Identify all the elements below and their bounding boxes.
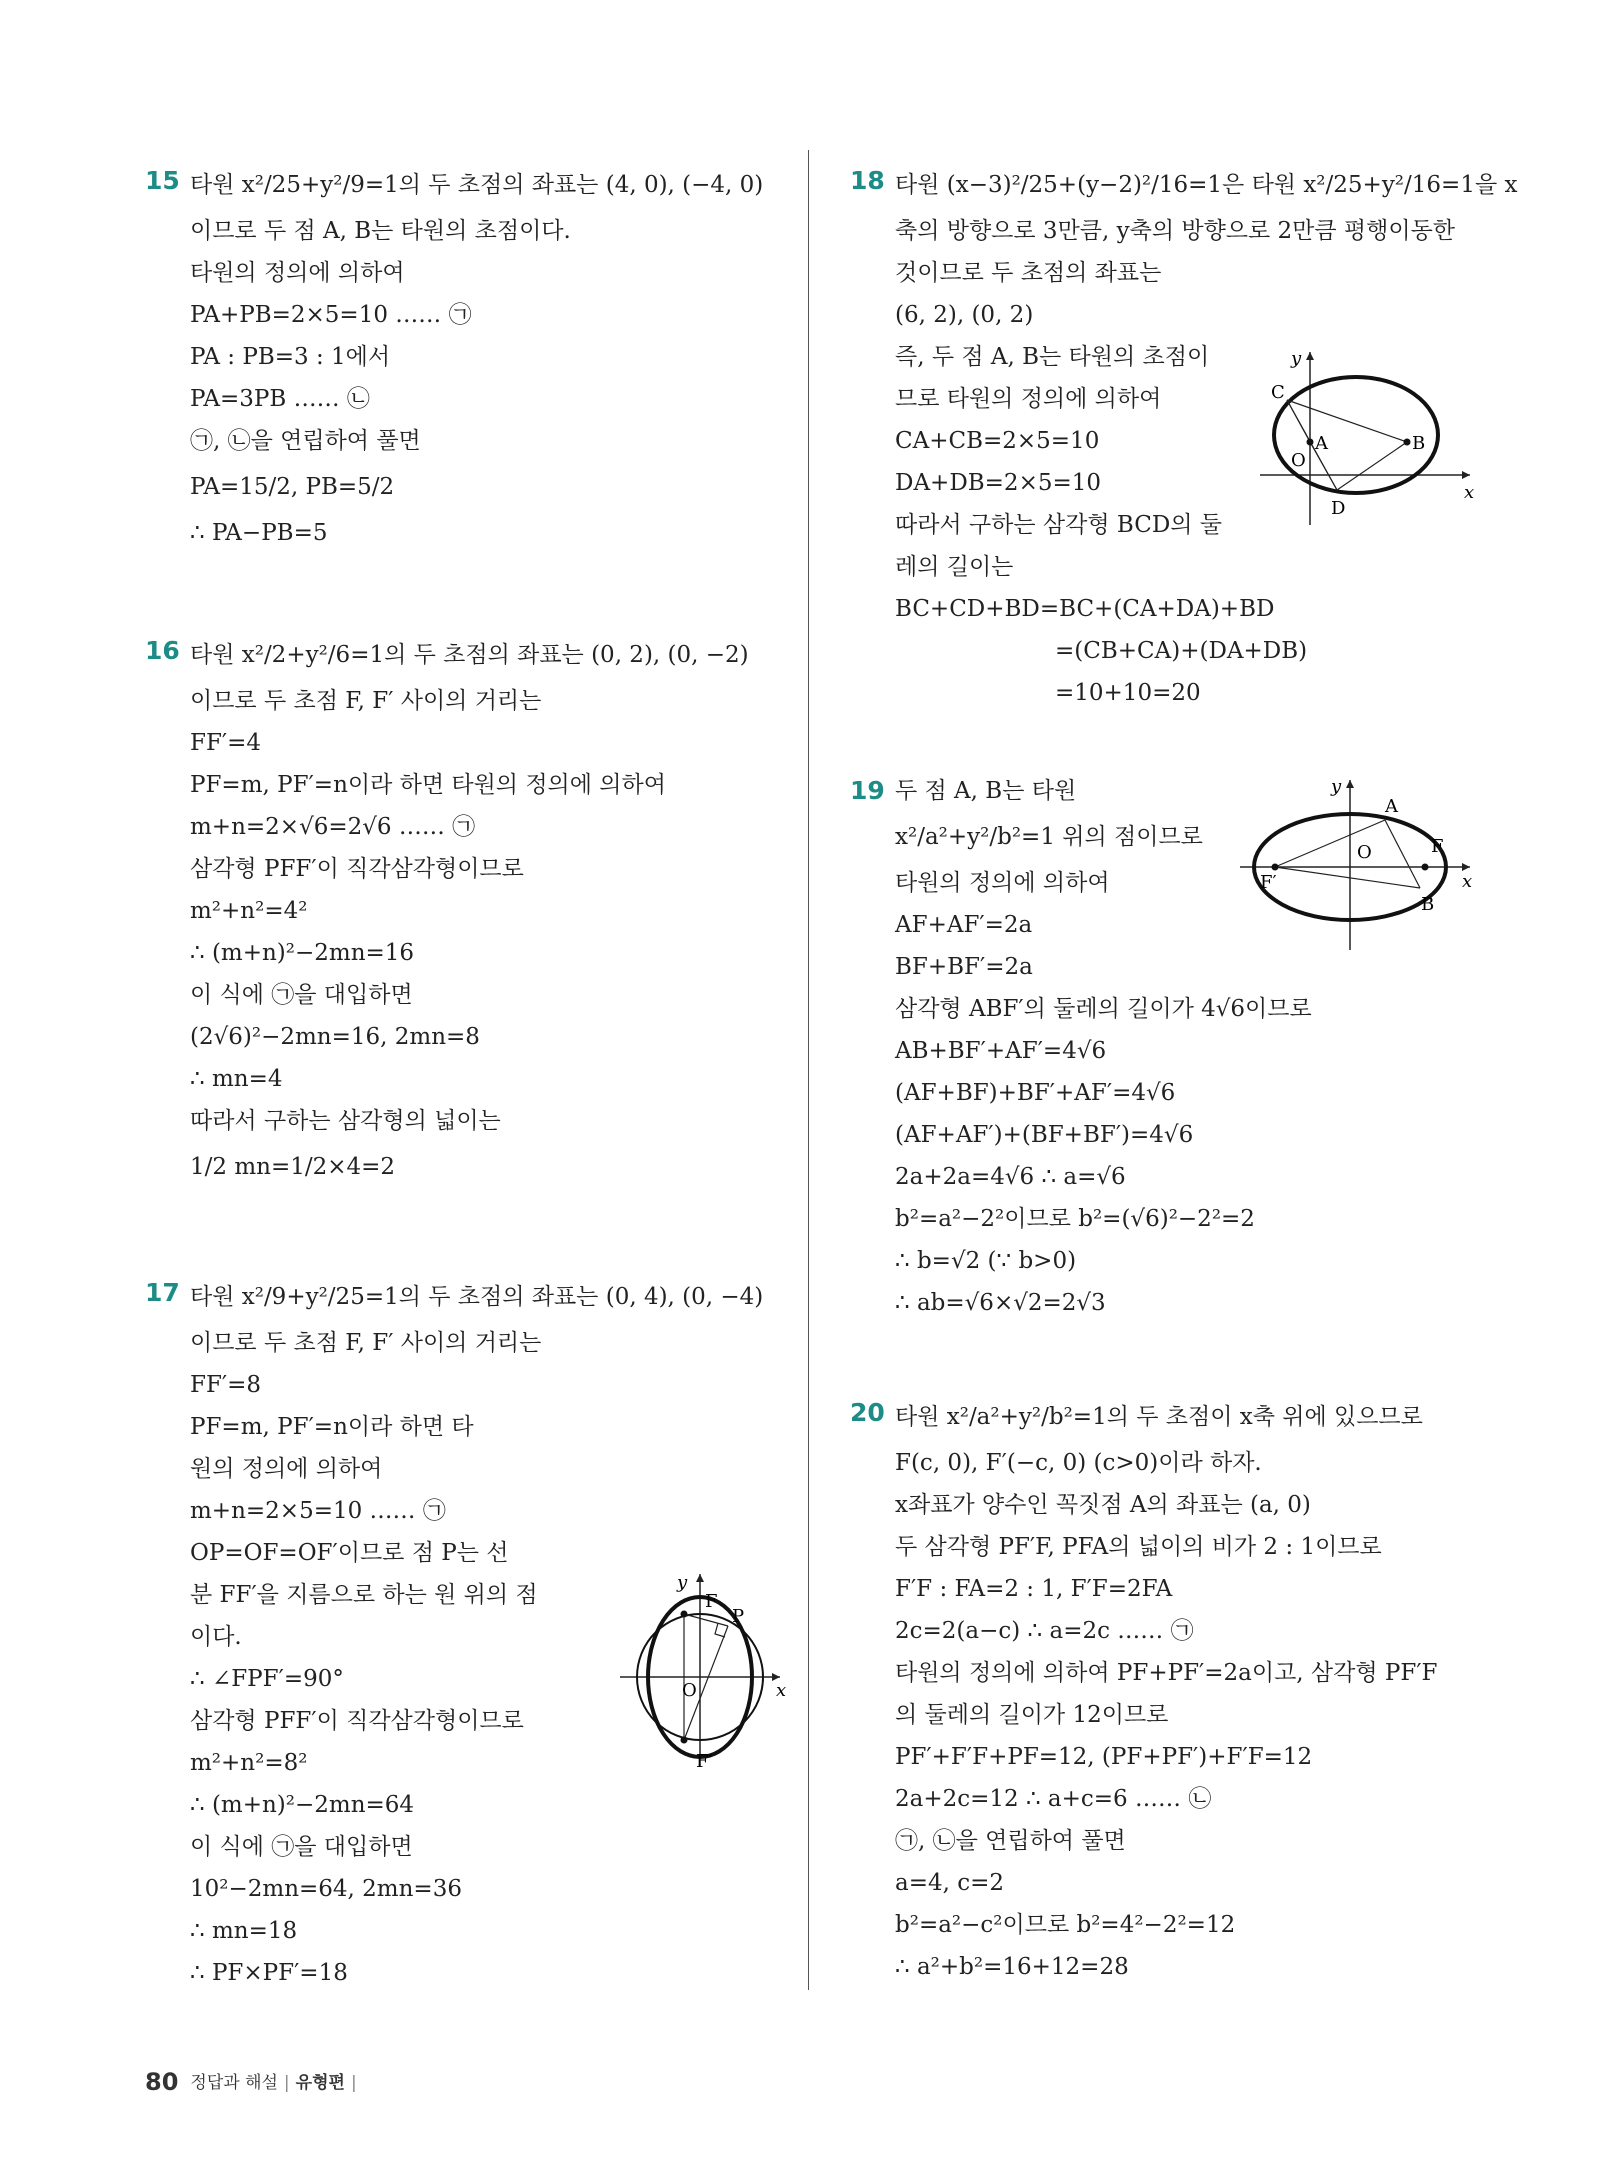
solution-line: 삼각형 ABF′의 둘레의 길이가 4√6이므로	[895, 996, 1312, 1022]
point-f-label: F	[1431, 836, 1444, 857]
page-number: 80	[145, 2068, 179, 2096]
solution-line: OP=OF=OF′이므로 점 P는 선	[190, 1540, 509, 1566]
point-a-label: A	[1315, 433, 1328, 454]
segment-f2b	[1275, 867, 1420, 888]
point-f	[1422, 864, 1429, 871]
solution-line: x²/a²+y²/b²=1 위의 점이므로	[895, 824, 1203, 850]
problem-number: 20	[850, 1398, 885, 1427]
shifted-ellipse-figure	[1255, 340, 1480, 540]
solution-line: 타원 x²/25+y²/9=1의 두 초점의 좌표는 (4, 0), (−4, 0)	[190, 172, 764, 198]
column-divider	[808, 150, 809, 1990]
solution-line: (2√6)²−2mn=16, 2mn=8	[190, 1024, 480, 1050]
point-p-label: P	[732, 1606, 745, 1627]
solution-line: 타원 x²/9+y²/25=1의 두 초점의 좌표는 (0, 4), (0, −4)	[190, 1284, 764, 1310]
solution-line: 따라서 구하는 삼각형 BCD의 둘	[895, 512, 1223, 538]
solution-line: 2a+2c=12 ∴ a+c=6 …… ㉡	[895, 1786, 1212, 1812]
solution-line: 분 FF′을 지름으로 하는 원 위의 점	[190, 1582, 538, 1608]
book-title: 정답과 해설	[190, 2073, 278, 2093]
solution-line: 따라서 구하는 삼각형의 넓이는	[190, 1108, 501, 1134]
section-title: 유형편	[295, 2073, 345, 2093]
solution-line: ∴ mn=18	[190, 1918, 298, 1944]
point-a	[1307, 439, 1314, 446]
solution-line: 타원의 정의에 의하여 PF+PF′=2a이고, 삼각형 PF′F	[895, 1660, 1438, 1686]
solution-line: 10²−2mn=64, 2mn=36	[190, 1876, 462, 1902]
solution-line: CA+CB=2×5=10	[895, 428, 1100, 454]
solution-line: ∴ a²+b²=16+12=28	[895, 1954, 1129, 1980]
point-b	[1404, 439, 1411, 446]
solution-line: (AF+AF′)+(BF+BF′)=4√6	[895, 1122, 1194, 1148]
solution-body	[895, 1392, 1480, 1988]
point-a-label: A	[1385, 796, 1398, 817]
point-c-label: C	[1271, 382, 1285, 403]
ellipse-triangle-figure	[1235, 770, 1475, 960]
solution-line: 이므로 두 점 A, B는 타원의 초점이다.	[190, 218, 571, 244]
solution-line: AB+BF′+AF′=4√6	[895, 1038, 1107, 1064]
solution-line: =10+10=20	[1055, 680, 1201, 706]
solution-line: 즉, 두 점 A, B는 타원의 초점이	[895, 344, 1210, 370]
solution-line: (AF+BF)+BF′+AF′=4√6	[895, 1080, 1176, 1106]
solution-line: ∴ ∠FPF′=90°	[190, 1666, 344, 1692]
solution-line: ∴ (m+n)²−2mn=16	[190, 940, 415, 966]
x-axis-arrow	[1462, 471, 1470, 479]
y-axis-label: y	[1331, 776, 1342, 797]
solution-line: 타원 (x−3)²/25+(y−2)²/16=1은 타원 x²/25+y²/16=1을 x	[895, 172, 1518, 198]
solution-line: 의 둘레의 길이가 12이므로	[895, 1702, 1169, 1728]
solution-body	[190, 160, 785, 554]
problem-number: 18	[850, 166, 885, 195]
solution-line: 타원 x²/a²+y²/b²=1의 두 초점이 x축 위에 있으므로	[895, 1404, 1423, 1430]
solution-line: a=4, c=2	[895, 1870, 1005, 1896]
problem-number: 16	[145, 636, 180, 665]
solution-line: ∴ PF×PF′=18	[190, 1960, 348, 1986]
solution-line: 이다.	[190, 1624, 242, 1650]
solution-line: PA : PB=3 : 1에서	[190, 344, 391, 370]
solution-line: ㉠, ㉡을 연립하여 풀면	[190, 428, 421, 454]
point-f2	[681, 1737, 688, 1744]
x-axis-label: x	[1462, 871, 1473, 892]
solution-line: 타원의 정의에 의하여	[895, 870, 1110, 896]
origin-label: O	[1357, 842, 1372, 863]
footer-separator: |	[283, 2073, 290, 2093]
footer-separator: |	[350, 2073, 357, 2093]
y-axis-arrow	[1306, 352, 1314, 360]
solution-line: 타원 x²/2+y²/6=1의 두 초점의 좌표는 (0, 2), (0, −2)	[190, 642, 749, 668]
solution-line: 2c=2(a−c) ∴ a=2c …… ㉠	[895, 1618, 1194, 1644]
solution-line: ∴ mn=4	[190, 1066, 283, 1092]
solution-line: b²=a²−2²이므로 b²=(√6)²−2²=2	[895, 1206, 1255, 1232]
solution-line: =(CB+CA)+(DA+DB)	[1055, 638, 1308, 664]
solution-line: 축의 방향으로 3만큼, y축의 방향으로 2만큼 평행이동한	[895, 218, 1456, 244]
solution-line: FF′=4	[190, 730, 262, 756]
solution-line: 타원의 정의에 의하여	[190, 260, 405, 286]
solution-line: PA+PB=2×5=10 …… ㉠	[190, 302, 472, 328]
solution-line: ∴ PA−PB=5	[190, 520, 328, 546]
solution-line: m²+n²=8²	[190, 1750, 308, 1776]
segment-ab	[1385, 820, 1420, 888]
solution-line: PF=m, PF′=n이라 하면 타	[190, 1414, 474, 1440]
y-axis-label: y	[1291, 348, 1302, 369]
segment-cb	[1287, 400, 1407, 442]
point-f-label: F	[705, 1591, 718, 1612]
origin-label: O	[682, 1680, 697, 1701]
solution-line: BC+CD+BD=BC+(CA+DA)+BD	[895, 596, 1275, 622]
solution-line: DA+DB=2×5=10	[895, 470, 1102, 496]
solution-line: F′F : FA=2 : 1, F′F=2FA	[895, 1576, 1173, 1602]
solution-line: (6, 2), (0, 2)	[895, 302, 1034, 328]
solution-line: 이므로 두 초점 F, F′ 사이의 거리는	[190, 688, 542, 714]
point-f2	[1272, 864, 1279, 871]
solution-body	[190, 630, 785, 1192]
x-axis-label: x	[776, 1680, 787, 1701]
solution-line: x좌표가 양수인 꼭짓점 A의 좌표는 (a, 0)	[895, 1492, 1311, 1518]
problem-number: 15	[145, 166, 180, 195]
page-footer	[145, 2068, 363, 2096]
segment-db	[1337, 442, 1407, 490]
solution-line: 것이므로 두 초점의 좌표는	[895, 260, 1162, 286]
segment-pf	[684, 1614, 728, 1626]
solution-line: 이 식에 ㉠을 대입하면	[190, 1834, 413, 1860]
point-f2-label: F′	[1260, 872, 1277, 893]
problem-number: 17	[145, 1278, 180, 1307]
solution-line: 이므로 두 초점 F, F′ 사이의 거리는	[190, 1330, 542, 1356]
point-f	[681, 1611, 688, 1618]
y-axis-arrow	[696, 1574, 704, 1582]
y-axis-label: y	[677, 1572, 688, 1593]
solution-line: 삼각형 PFF′이 직각삼각형이므로	[190, 856, 524, 882]
ellipse-circle-figure	[610, 1562, 790, 1782]
point-b-label: B	[1412, 433, 1426, 454]
solution-line: m+n=2×5=10 …… ㉠	[190, 1498, 446, 1524]
solution-line: PF′+F′F+PF=12, (PF+PF′)+F′F=12	[895, 1744, 1313, 1770]
solution-line: 두 점 A, B는 타원	[895, 778, 1077, 804]
solution-line: b²=a²−c²이므로 b²=4²−2²=12	[895, 1912, 1236, 1938]
solution-line: 므로 타원의 정의에 의하여	[895, 386, 1162, 412]
solution-line: ㉠, ㉡을 연립하여 풀면	[895, 1828, 1126, 1854]
problem-number: 19	[850, 776, 885, 805]
point-b-label: B	[1421, 894, 1435, 915]
solution-line: 레의 길이는	[895, 554, 1014, 580]
solution-line: AF+AF′=2a	[895, 912, 1033, 938]
origin-label: O	[1291, 450, 1306, 471]
y-axis-arrow	[1346, 780, 1354, 788]
solution-line: 두 삼각형 PF′F, PFA의 넓이의 비가 2 : 1이므로	[895, 1534, 1382, 1560]
solution-line: 이 식에 ㉠을 대입하면	[190, 982, 413, 1008]
solution-line: PA=3PB …… ㉡	[190, 386, 370, 412]
solution-line: m²+n²=4²	[190, 898, 308, 924]
solution-line: BF+BF′=2a	[895, 954, 1033, 980]
solution-line: ∴ ab=√6×√2=2√3	[895, 1290, 1106, 1316]
solution-line: PF=m, PF′=n이라 하면 타원의 정의에 의하여	[190, 772, 666, 798]
solution-line: F(c, 0), F′(−c, 0) (c>0)이라 하자.	[895, 1450, 1262, 1476]
solution-line: m+n=2×√6=2√6 …… ㉠	[190, 814, 476, 840]
solution-line: ∴ (m+n)²−2mn=64	[190, 1792, 415, 1818]
point-d-label: D	[1331, 498, 1346, 519]
solution-line: 원의 정의에 의하여	[190, 1456, 383, 1482]
solution-line: 1/2 mn=1/2×4=2	[190, 1154, 396, 1180]
solution-line: ∴ b=√2 (∵ b>0)	[895, 1248, 1077, 1274]
solution-line: PA=15/2, PB=5/2	[190, 474, 395, 500]
solution-line: 2a+2a=4√6 ∴ a=√6	[895, 1164, 1126, 1190]
solution-line: FF′=8	[190, 1372, 262, 1398]
x-axis-label: x	[1464, 482, 1475, 503]
point-f2-label: F′	[696, 1751, 713, 1772]
solution-line: 삼각형 PFF′이 직각삼각형이므로	[190, 1708, 524, 1734]
x-axis-arrow	[1462, 863, 1470, 871]
